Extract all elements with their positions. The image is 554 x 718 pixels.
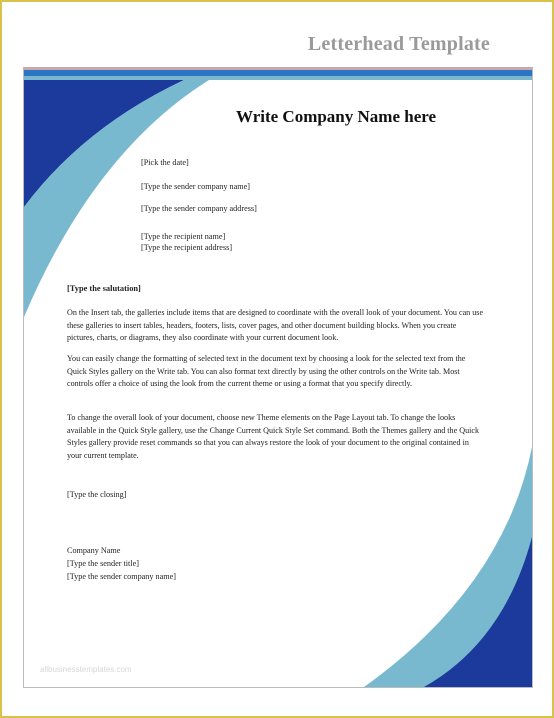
template-title: Letterhead Template	[307, 33, 490, 55]
company-name: Write Company Name here	[236, 107, 437, 126]
sender-title-field: [Type the sender title]	[67, 559, 139, 568]
sender-company-name-field: [Type the sender company name]	[141, 182, 251, 191]
signature-company-name: Company Name	[67, 546, 121, 555]
body-paragraph-1: On the Insert tab, the galleries include items that are designed to coordinate with the overall look of your document. You can use these galleries to insert tables, headers, footers, lists, cover pages, and other document building blocks. When you create pictures, charts, or diagrams, they also coordinate with your current document look.	[67, 308, 484, 343]
watermark: allbusinesstemplates.com	[40, 665, 132, 674]
recipient-address-field: [Type the recipient address]	[141, 243, 233, 252]
closing-field: [Type the closing]	[67, 490, 127, 499]
salutation-field: [Type the salutation]	[67, 284, 141, 293]
sender-company-address-field: [Type the sender company address]	[141, 204, 257, 213]
body-paragraph-2: You can easily change the formatting of selected text in the document text by choosing a look for the selected text from the Quick Styles gallery on the Write tab. You can also format text directly by using the other controls on the Write tab. Most controls offer a choice of using the look from the current theme or using a format that you specify directly.	[67, 354, 466, 389]
letter-page	[23, 67, 533, 688]
recipient-name-field: [Type the recipient name]	[141, 232, 226, 241]
date-field: [Pick the date]	[141, 158, 189, 167]
body-paragraph-3: To change the overall look of your document, choose new Theme elements on the Page Layout tab. To change the looks available in the Quick Style gallery, use the Change Current Quick Style Set command. Both the Themes gallery and the Quick Styles gallery provide reset commands so that you can always restore the look of your document to the original contained in your current template.	[67, 413, 480, 460]
sender-company-name-footer-field: [Type the sender company name]	[67, 572, 177, 581]
